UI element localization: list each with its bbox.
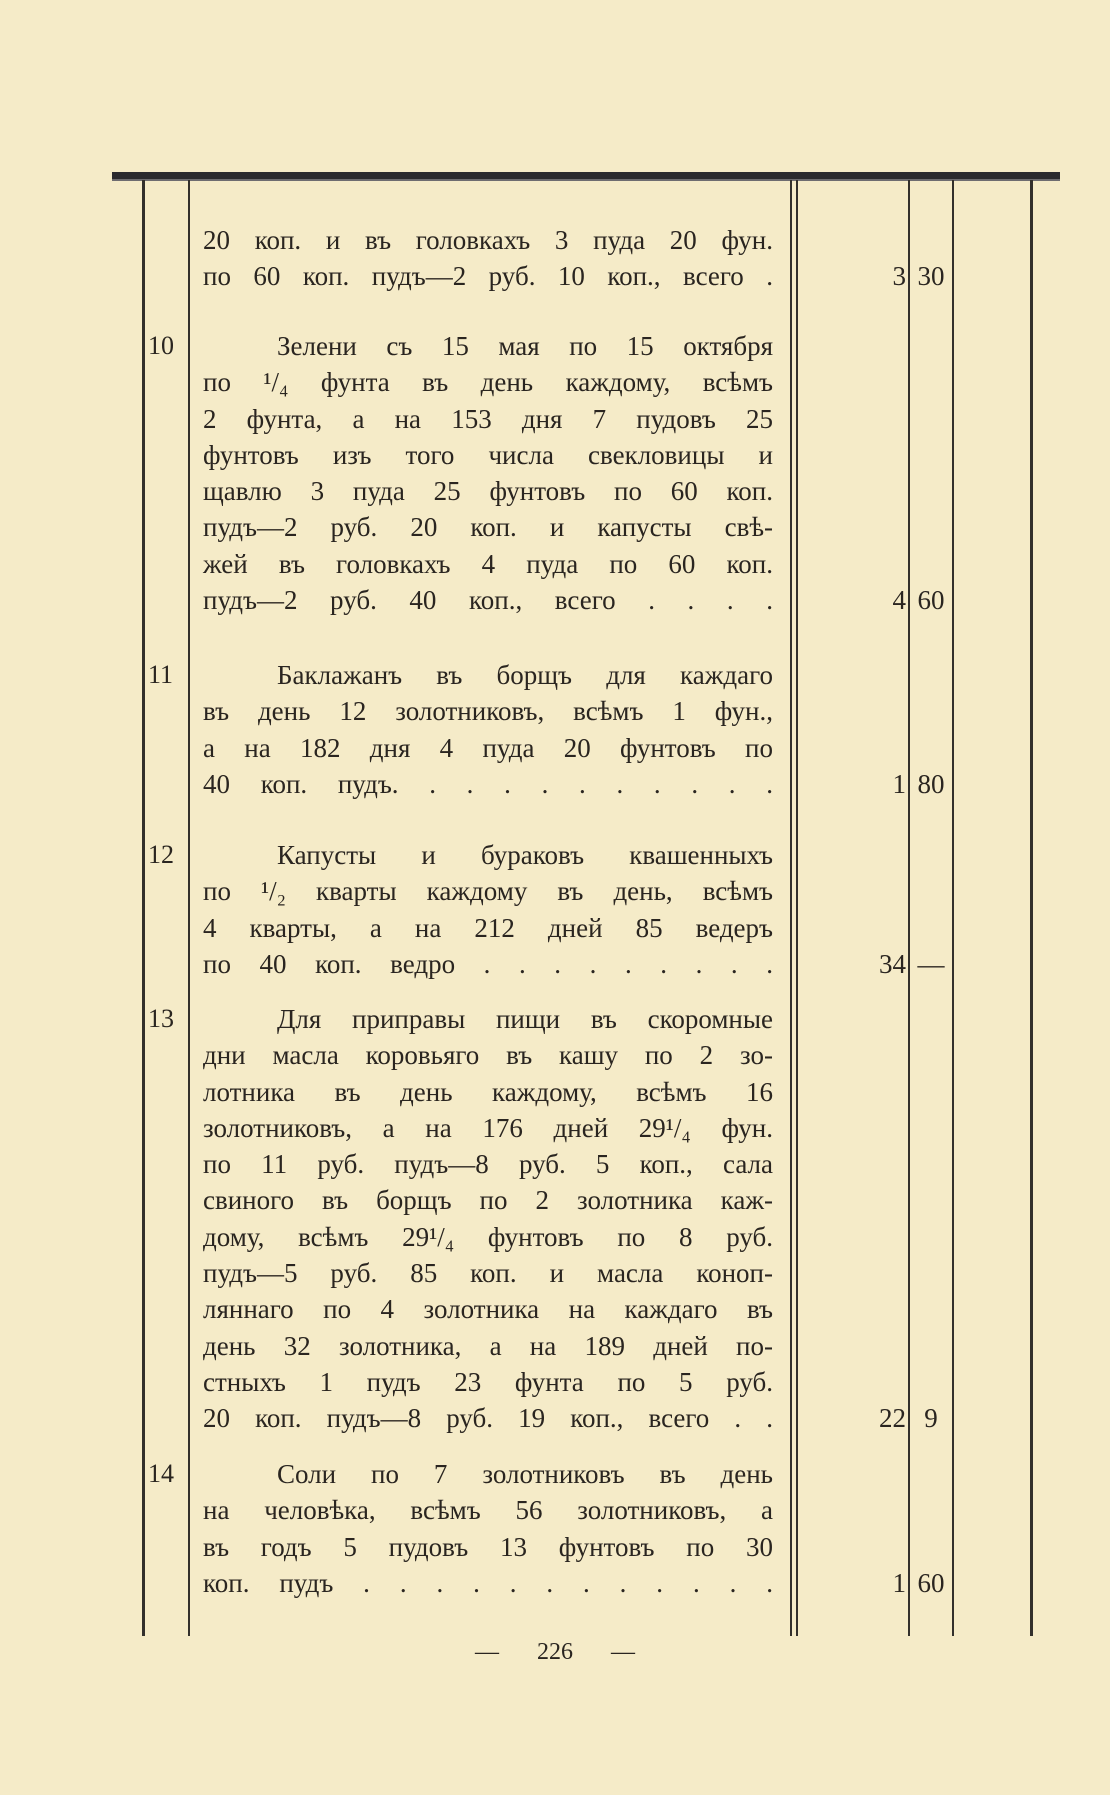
entry-line: по ¹/₂ кварты каждому въ день, всѣмъ xyxy=(203,876,773,907)
entry-line: а на 182 дня 4 пуда 20 фунтовъ по xyxy=(203,732,773,763)
footer-dash-right: — xyxy=(611,1639,635,1665)
footer-dash-left: — xyxy=(475,1639,499,1665)
text-column-divider-double xyxy=(796,180,798,1636)
entry-number: 10 xyxy=(148,331,174,360)
entry-line: по 40 коп. ведро . . . . . . . . . xyxy=(203,948,773,979)
kopecks-value: 60 xyxy=(917,1568,945,1598)
entry-line: 20 коп. и въ головкахъ 3 пуда 20 фун. xyxy=(203,225,773,255)
entry-text xyxy=(203,328,773,618)
entry-line: 2 фунта, а на 153 дня 7 пудовъ 25 xyxy=(203,403,773,434)
entry-line: въ годъ 5 пудовъ 13 фунтовъ по 30 xyxy=(203,1531,773,1562)
kopecks-value: 60 xyxy=(917,585,945,615)
entry-line: дни масла коровьяго въ кашу по 2 зо- xyxy=(203,1040,773,1071)
entry-line: золотниковъ, а на 176 дней 29¹/₄ фун. xyxy=(203,1112,773,1143)
entry-number: 14 xyxy=(148,1459,174,1488)
entry-line: Баклажанъ въ борщъ для каждаго xyxy=(277,660,773,690)
entry-line: на человѣка, всѣмъ 56 золотниковъ, а xyxy=(203,1495,773,1526)
rubles-value: 3 xyxy=(892,261,906,291)
kopecks-value: 30 xyxy=(917,261,945,291)
page-footer xyxy=(0,1634,1110,1670)
rubles-value: 22 xyxy=(879,1403,906,1433)
right-border-line xyxy=(1030,180,1033,1636)
entry-text xyxy=(203,1001,773,1437)
rubles-value: 34 xyxy=(879,949,906,979)
entry-line: фунтовъ изъ того числа свекловицы и xyxy=(203,439,773,470)
entry-line: дому, всѣмъ 29¹/₄ фунтовъ по 8 руб. xyxy=(203,1221,773,1252)
entry-text xyxy=(203,657,773,802)
entry-number: 11 xyxy=(148,660,174,689)
kopecks-value: 80 xyxy=(917,769,945,799)
entry-line: по 11 руб. пудъ—8 руб. 5 коп., сала xyxy=(203,1149,773,1180)
entry-line: пудъ—2 руб. 20 коп. и капусты свѣ- xyxy=(203,512,773,543)
entry-text xyxy=(203,222,773,295)
entry-line: пудъ—2 руб. 40 коп., всего . . . . xyxy=(203,585,773,616)
entry-text xyxy=(203,1456,773,1601)
entry-line: день 32 золотника, а на 189 дней по- xyxy=(203,1330,773,1361)
entry-line: коп. пудъ . . . . . . . . . . . . xyxy=(203,1567,773,1598)
left-border-line xyxy=(142,180,145,1636)
top-rule xyxy=(112,172,1060,179)
rubles-value: 1 xyxy=(892,1568,906,1598)
entry-line: стныхъ 1 пудъ 23 фунта по 5 руб. xyxy=(203,1366,773,1397)
entry-line: щавлю 3 пуда 25 фунтовъ по 60 коп. xyxy=(203,476,773,507)
entry-line: Для приправы пищи въ скоромные xyxy=(277,1004,773,1034)
rubles-value: 1 xyxy=(892,769,906,799)
entry-line: Капусты и бураковъ квашенныхъ xyxy=(277,840,773,870)
rub-column-divider xyxy=(908,180,910,1636)
entry-line: пудъ—5 руб. 85 коп. и масла коноп- xyxy=(203,1258,773,1289)
entry-number: 13 xyxy=(148,1004,174,1033)
entry-line: жей въ головкахъ 4 пуда по 60 коп. xyxy=(203,548,773,579)
entry-line: лотника въ день каждому, всѣмъ 16 xyxy=(203,1076,773,1107)
entry-line: 20 коп. пудъ—8 руб. 19 коп., всего . . xyxy=(203,1403,773,1434)
rubles-value: 4 xyxy=(892,585,906,615)
entry-line: ляннаго по 4 золотника на каждаго въ xyxy=(203,1294,773,1325)
entry-line: свиного въ борщъ по 2 золотника каж- xyxy=(203,1185,773,1216)
entry-text xyxy=(203,837,773,982)
entry-line: 4 кварты, а на 212 дней 85 ведеръ xyxy=(203,912,773,943)
entry-number: 12 xyxy=(148,840,174,869)
entry-line: по ¹/₄ фунта въ день каждому, всѣмъ xyxy=(203,367,773,398)
entry-line: въ день 12 золотниковъ, всѣмъ 1 фун., xyxy=(203,696,773,727)
entry-line: Соли по 7 золотниковъ въ день xyxy=(277,1459,773,1489)
kopecks-value: — xyxy=(917,949,945,979)
page-number: 226 xyxy=(537,1639,573,1665)
number-column-divider xyxy=(188,180,190,1636)
entry-line: по 60 коп. пудъ—2 руб. 10 коп., всего . xyxy=(203,261,773,292)
entry-line: Зелени съ 15 мая по 15 октября xyxy=(277,331,773,361)
text-column-divider xyxy=(790,180,792,1636)
entry-line: 40 коп. пудъ. . . . . . . . . . . xyxy=(203,768,773,799)
kopecks-value: 9 xyxy=(924,1403,938,1433)
kop-column-divider xyxy=(952,180,954,1636)
